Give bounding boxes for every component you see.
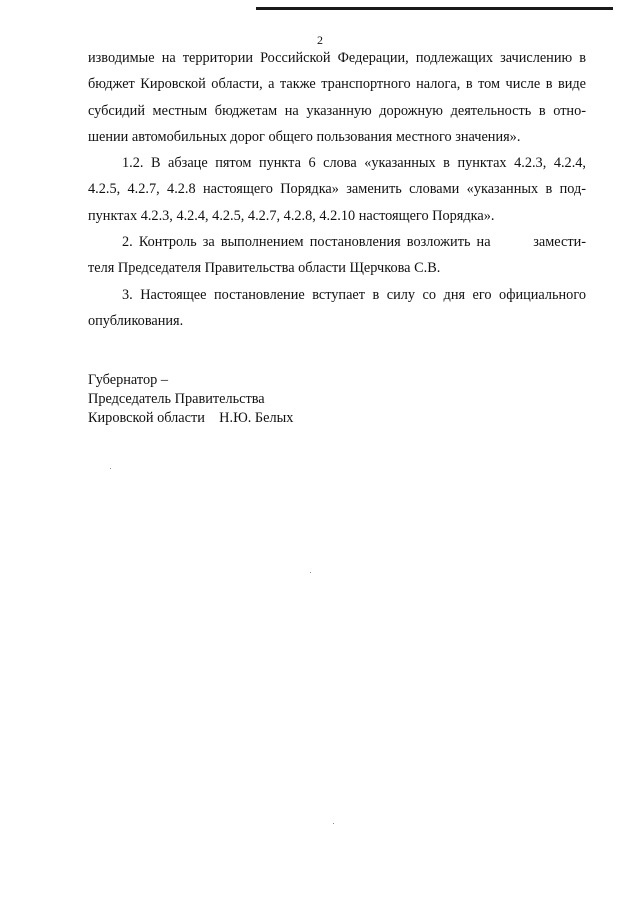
paragraph-2 — [88, 229, 586, 282]
text-line: бюджет Кировской области, а также транспортного налога, в том числе в виде — [88, 76, 586, 93]
signature-position: Председатель Правительства — [88, 391, 265, 407]
document-body — [88, 45, 586, 334]
text-line: пунктах 4.2.3, 4.2.4, 4.2.5, 4.2.7, 4.2.8, 4.2.10 настоящего Порядка». — [88, 207, 495, 224]
text-line: теля Председателя Правительства области Щерчкова С.В. — [88, 260, 441, 277]
scan-speck — [333, 823, 334, 824]
scan-speck — [310, 572, 311, 573]
text-line: 2. Контроль за выполнением постановления возложить на замести- — [122, 234, 586, 251]
scan-border-line — [256, 7, 613, 10]
paragraph-3 — [88, 282, 586, 335]
text-line: 1.2. В абзаце пятом пункта 6 слова «указанных в пунктах 4.2.3, 4.2.4, — [122, 155, 586, 172]
text-line: опубликования. — [88, 312, 184, 329]
text-line: субсидий местным бюджетам на указанную дорожную деятельность в отно- — [88, 102, 586, 119]
page-number: 2 — [317, 33, 323, 47]
scan-speck — [110, 468, 111, 469]
paragraph-1-2 — [88, 150, 586, 229]
text-line: 4.2.5, 4.2.7, 4.2.8 настоящего Порядка» заменить словами «указанных в под- — [88, 181, 586, 198]
signature-name: Кировской области Н.Ю. Белых — [88, 410, 294, 426]
text-line: 3. Настоящее постановление вступает в силу со дня его официального — [122, 286, 586, 303]
signature-title: Губернатор – — [88, 372, 168, 388]
text-line: изводимые на территории Российской Федерации, подлежащих зачислению в — [88, 50, 586, 66]
paragraph-continuation — [88, 45, 586, 150]
signature-block — [88, 371, 293, 428]
text-line: шении автомобильных дорог общего пользования местного значения». — [88, 128, 521, 145]
